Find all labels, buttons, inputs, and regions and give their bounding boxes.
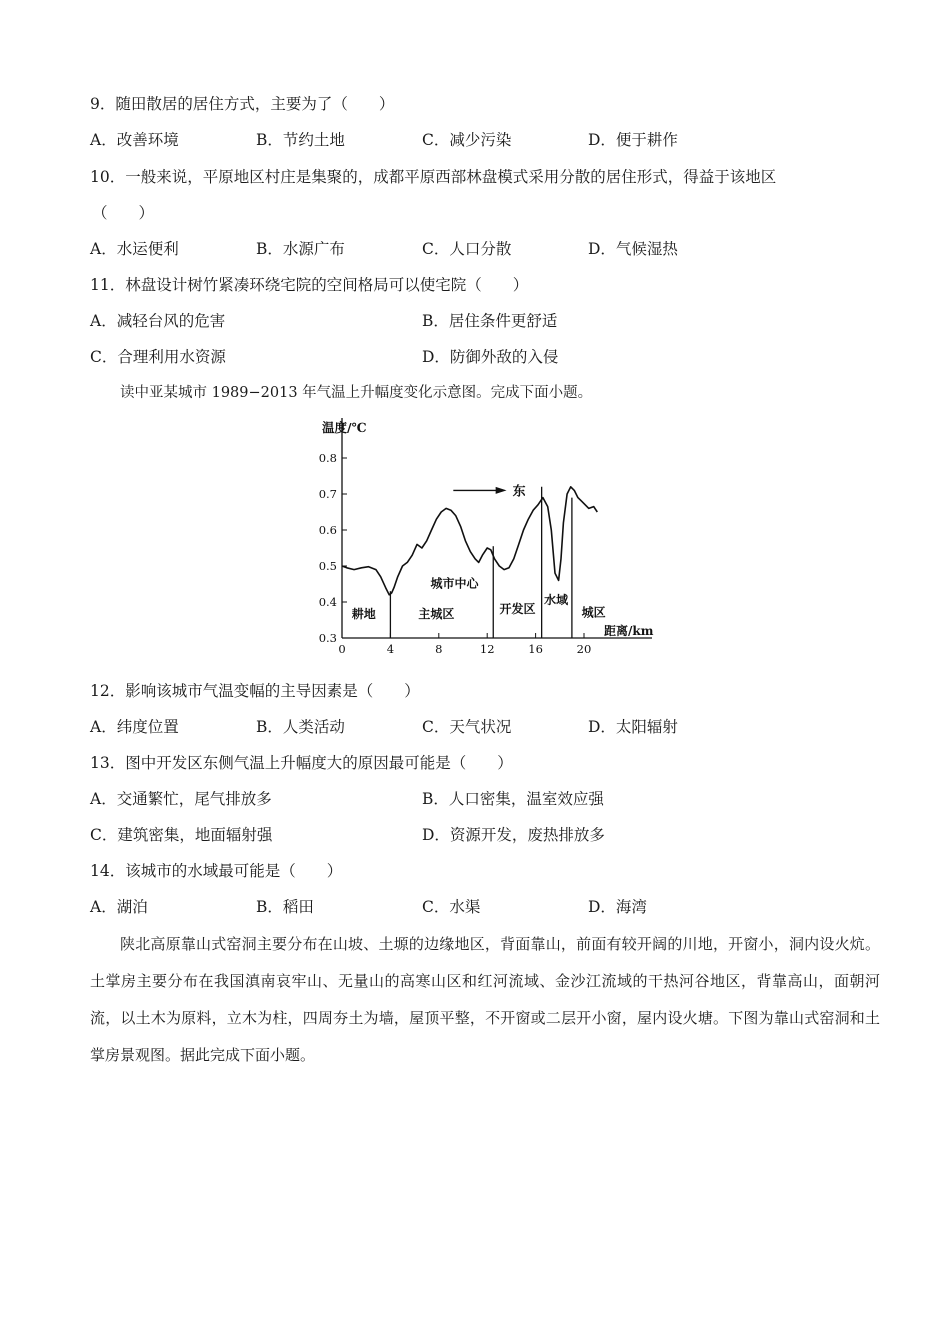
x-tick-label: 16 [528,642,543,656]
q12-option-c: C．天气状况 [422,718,512,736]
east-arrow-head [496,487,507,494]
y-tick-label: 0.6 [318,523,337,537]
question-10-stem: 10．一般来说，平原地区村庄是集聚的，成都平原西部林盘模式采用分散的居住形式，得益于该地区 [90,168,777,186]
x-tick-label: 0 [338,642,346,656]
y-tick-label: 0.8 [318,451,337,465]
q12-option-d: D．太阳辐射 [588,718,678,736]
q14-option-a: A．湖泊 [90,898,148,916]
question-14-stem: 14．该城市的水域最可能是（ ） [90,862,343,880]
zone-label: 城区 [581,605,606,620]
x-tick-label: 8 [435,642,443,656]
q14-option-d: D．海湾 [588,898,647,916]
q13-option-d: D．资源开发，废热排放多 [422,826,605,844]
q13-option-b: B．人口密集，温室效应强 [422,790,604,808]
zone-label: 水域 [544,592,569,607]
q10-option-b: B．水源广布 [256,240,345,258]
q14-option-c: C．水渠 [422,898,481,916]
q9-option-b: B．节约土地 [256,131,345,149]
east-label: 东 [512,484,526,500]
y-axis-label: 温度/℃ [322,420,367,435]
x-tick-label: 12 [479,642,495,656]
q13-option-a: A．交通繁忙，尾气排放多 [90,790,272,808]
q11-option-b: B．居住条件更舒适 [422,312,558,330]
q13-option-c: C．建筑密集，地面辐射强 [90,826,273,844]
question-11-stem: 11．林盘设计树竹紧凑环绕宅院的空间格局可以使宅院（ ） [90,276,529,294]
q11-option-a: A．减轻台风的危害 [90,312,226,330]
question-9-stem: 9．随田散居的居住方式，主要为了（ ） [90,95,395,113]
q10-option-d: D．气候湿热 [588,240,678,258]
q12-option-b: B．人类活动 [256,718,345,736]
temperature-rise-chart [310,412,670,664]
passage-paragraph: 陕北高原靠山式窑洞主要分布在山坡、土塬的边缘地区，背面靠山，前面有较开阔的川地，开窗小，洞内设火炕。土掌房主要分布在我国滇南哀牢山、无量山的高寒山区和红河流域、金沙江流域的干热河谷地区，背靠高山，面朝河流，以土木为原料，立木为柱，四周夯土为墙，屋顶平整，不开窗或二层开小窗，屋内设火塘。下图为靠山式窑洞和土掌房景观图。据此完成下面小题。 [90,935,880,1064]
y-tick-label: 0.5 [318,559,337,573]
city-center-label: 城市中心 [430,576,479,591]
q11-option-d: D．防御外敌的入侵 [422,348,559,366]
q9-option-a: A．改善环境 [90,131,179,149]
q10-option-a: A．水运便利 [90,240,179,258]
q12-option-a: A．纬度位置 [90,718,179,736]
question-10-stem-cont: （ ） [92,204,155,222]
q14-option-b: B．稻田 [256,898,314,916]
zone-label: 主城区 [418,607,455,622]
chart-intro: 读中亚某城市 1989−2013 年气温上升幅度变化示意图。完成下面小题。 [120,385,593,401]
x-tick-label: 20 [576,642,592,656]
zone-label: 开发区 [499,601,536,616]
q9-option-d: D．便于耕作 [588,131,678,149]
x-tick-label: 4 [386,642,395,656]
q9-option-c: C．减少污染 [422,131,512,149]
x-axis-label: 距离/km [604,624,654,638]
y-tick-label: 0.4 [318,595,337,609]
y-tick-label: 0.7 [318,487,337,501]
q11-option-c: C．合理利用水资源 [90,348,226,366]
y-tick-label: 0.3 [318,631,337,645]
q10-option-c: C．人口分散 [422,240,512,258]
question-13-stem: 13．图中开发区东侧气温上升幅度大的原因最可能是（ ） [90,754,513,772]
zone-label: 耕地 [351,607,376,622]
question-12-stem: 12．影响该城市气温变幅的主导因素是（ ） [90,682,420,700]
